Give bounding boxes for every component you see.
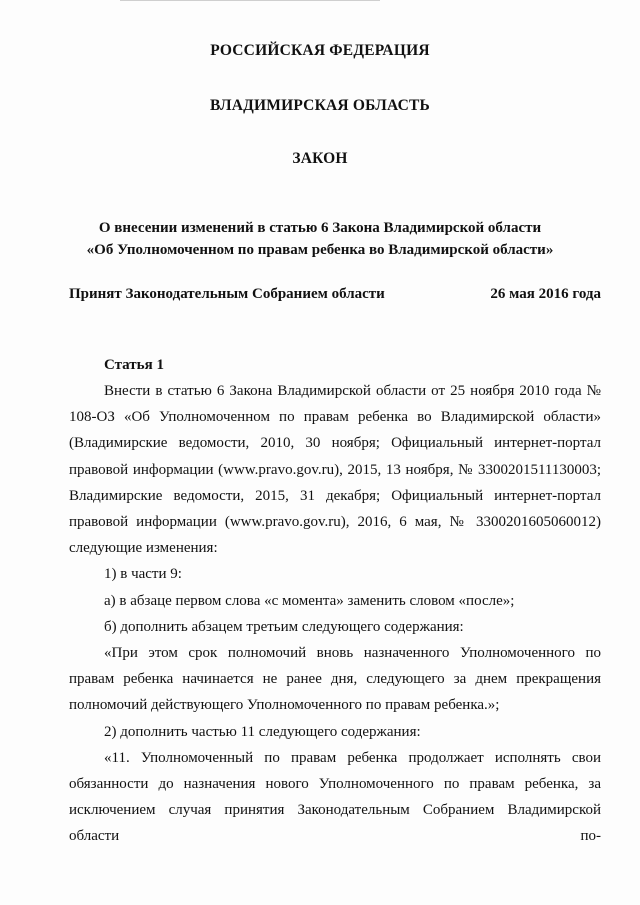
law-title-line-1: О внесении изменений в статью 6 Закона Владимирской области bbox=[98, 220, 542, 236]
item-1b-quote: «При этом срок полномочий вновь назначенного Уполномоченного по правам ребенка начинается не ранее дня, следующего за днем прекращения полномочий действующего Уполномоченного по правам ребенка.»; bbox=[69, 645, 601, 714]
item-1b: б) дополнить абзацем третьим следующего содержания: bbox=[104, 618, 464, 635]
adopted-by: Принят Законодательным Собранием области bbox=[69, 286, 385, 302]
country-heading: РОССИЙСКАЯ ФЕДЕРАЦИЯ bbox=[210, 42, 430, 59]
item-2: 2) дополнить частью 11 следующего содержания: bbox=[104, 723, 421, 740]
law-title bbox=[60, 217, 580, 261]
article-intro: Внести в статью 6 Закона Владимирской области от 25 ноября 2010 года № 108-ОЗ «Об Уполномоченном по правам ребенка во Владимирской области» (Владимирские ведомости, 2010, 30 ноября; Официальный интернет-портал правовой информации (www.pravo.gov.ru), 2015, 13 ноября, № 3300201511130003; Владимирские ведомости, 2015, 31 декабря; Официальный интернет-портал правовой информации (www.pravo.gov.ru), 2016, 6 мая, № 3300201605060012) следующие изменения: bbox=[69, 383, 601, 557]
adoption-row bbox=[69, 286, 601, 306]
article-heading: Статья 1 bbox=[104, 357, 164, 373]
article-body bbox=[69, 378, 601, 850]
doc-type-heading: ЗАКОН bbox=[292, 150, 348, 167]
item-2-quote: «11. Уполномоченный по правам ребенка продолжает исполнять свои обязанности до назначения нового Уполномоченного по правам ребенка, за исключением случая принятия Законодательным Собранием Владимирской области по- bbox=[69, 749, 601, 845]
adoption-date: 26 мая 2016 года bbox=[490, 286, 601, 302]
item-1a: а) в абзаце первом слова «с момента» заменить словом «после»; bbox=[104, 592, 515, 609]
scan-edge-line bbox=[120, 0, 380, 1]
item-1: 1) в части 9: bbox=[104, 566, 182, 583]
law-title-line-2: «Об Уполномоченном по правам ребенка во Владимирской области» bbox=[86, 242, 554, 258]
region-heading: ВЛАДИМИРСКАЯ ОБЛАСТЬ bbox=[210, 97, 430, 114]
